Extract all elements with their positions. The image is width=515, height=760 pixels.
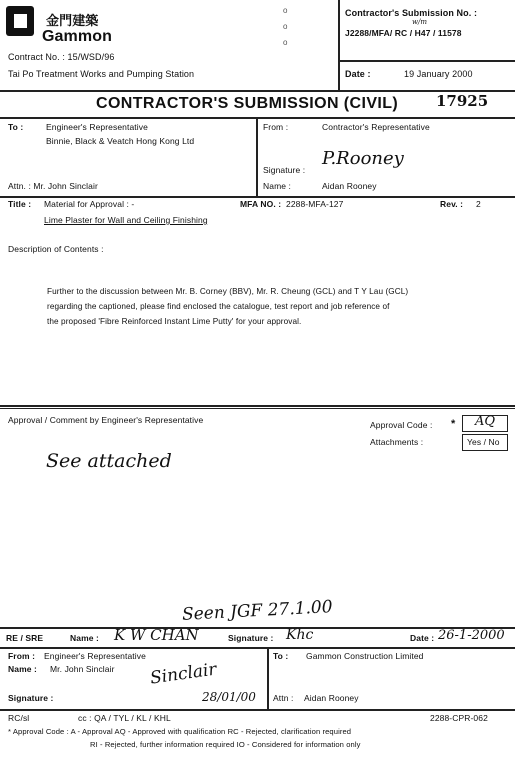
contract-number: Contract No. : 15/WSD/96 — [8, 52, 115, 62]
reply-to-value: Gammon Construction Limited — [306, 651, 424, 661]
gammon-logo — [6, 6, 146, 50]
material-name: Lime Plaster for Wall and Ceiling Finishing — [44, 215, 208, 225]
re-name-label: Name : — [70, 633, 99, 643]
document-title: CONTRACTOR'S SUBMISSION (CIVIL) — [96, 95, 399, 112]
submission-no-annotation: w/m — [412, 18, 427, 26]
project-name: Tai Po Treatment Works and Pumping Station — [8, 69, 195, 79]
rev-label: Rev. : — [440, 199, 464, 209]
approval-label: Approval / Comment by Engineer's Representative — [8, 415, 204, 425]
approval-code-asterisk: * — [451, 418, 456, 430]
logo-mark-notch — [14, 14, 27, 28]
reply-signature-label: Signature : — [8, 693, 54, 703]
reply-from-value: Engineer's Representative — [44, 651, 146, 661]
approval-code-label: Approval Code : — [370, 420, 433, 430]
re-date-label: Date : — [410, 633, 435, 643]
from-value: Contractor's Representative — [322, 122, 430, 132]
to-label: To : — [8, 122, 24, 132]
re-signature-label: Signature : — [228, 633, 274, 643]
title-label: Title : — [8, 199, 32, 209]
re-date-handwriting: 26-1-2000 — [438, 628, 505, 643]
re-name-handwriting: K W CHAN — [114, 626, 199, 644]
to-line-2: Binnie, Black & Veatch Hong Kong Ltd — [46, 136, 195, 146]
contractor-signature: P.Rooney — [322, 148, 404, 169]
reply-signature-handwriting: Sinclair — [148, 659, 218, 689]
footer-cc: cc : QA / TYL / KL / KHL — [78, 713, 171, 723]
comment-handwriting: See attached — [46, 450, 172, 472]
footer-legend-2: RI - Rejected, further information required IO - Considered for information only — [90, 740, 361, 749]
description-line-3: the proposed 'Fibre Reinforced Instant Lime Putty' for your approval. — [47, 317, 302, 326]
mfa-label: MFA NO. : — [240, 199, 282, 209]
attachments-value: Yes / No — [467, 437, 500, 447]
reply-signature-date: 28/01/00 — [202, 690, 256, 704]
document-number: 17925 — [436, 92, 489, 110]
scan-mark: o — [283, 6, 288, 15]
to-line-1: Engineer's Representative — [46, 122, 148, 132]
footer-legend-1: * Approval Code : A - Approval AQ - Approved with qualification RC - Rejected, clarification required — [8, 727, 352, 736]
footer-ref: RC/sl — [8, 713, 30, 723]
mfa-value: 2288-MFA-127 — [286, 199, 344, 209]
signature-label: Signature : — [263, 165, 306, 175]
re-sre-label: RE / SRE — [6, 633, 44, 643]
submission-no-value: J2288/MFA/ RC / H47 / 11578 — [345, 28, 462, 38]
reply-name-value: Mr. John Sinclair — [50, 664, 115, 674]
logo-chinese-text: 金門建築 — [46, 13, 99, 28]
date-label: Date : — [345, 69, 371, 79]
name-value: Aidan Rooney — [322, 181, 377, 191]
rev-value: 2 — [476, 199, 481, 209]
description-line-1: Further to the discussion between Mr. B. Corney (BBV), Mr. R. Cheung (GCL) and T Y Lau (GCL) — [47, 287, 409, 296]
from-label: From : — [263, 122, 289, 132]
scan-mark: o — [283, 22, 288, 31]
reply-attn-label: Attn : — [273, 693, 294, 703]
submission-no-label: Contractor's Submission No. : — [345, 8, 478, 18]
re-signature-handwriting: Khc — [286, 627, 314, 643]
footer-form-no: 2288-CPR-062 — [430, 713, 488, 723]
date-value: 19 January 2000 — [404, 69, 473, 79]
approval-code-value: AQ — [475, 414, 496, 429]
description-line-2: regarding the captioned, please find enclosed the catalogue, test report and job reference of — [47, 302, 390, 311]
reply-attn-value: Aidan Rooney — [304, 693, 359, 703]
reply-from-label: From : — [8, 651, 36, 661]
material-label: Material for Approval : - — [44, 199, 135, 209]
seen-handwriting: Seen JGF 27.1.00 — [181, 597, 334, 625]
attachments-label: Attachments : — [370, 437, 424, 447]
logo-name: Gammon — [42, 28, 112, 45]
description-label: Description of Contents : — [8, 244, 104, 254]
attn-text: Attn. : Mr. John Sinclair — [8, 181, 98, 191]
name-label: Name : — [263, 181, 291, 191]
reply-name-label: Name : — [8, 664, 37, 674]
scan-mark: o — [283, 38, 288, 47]
reply-to-label: To : — [273, 651, 289, 661]
